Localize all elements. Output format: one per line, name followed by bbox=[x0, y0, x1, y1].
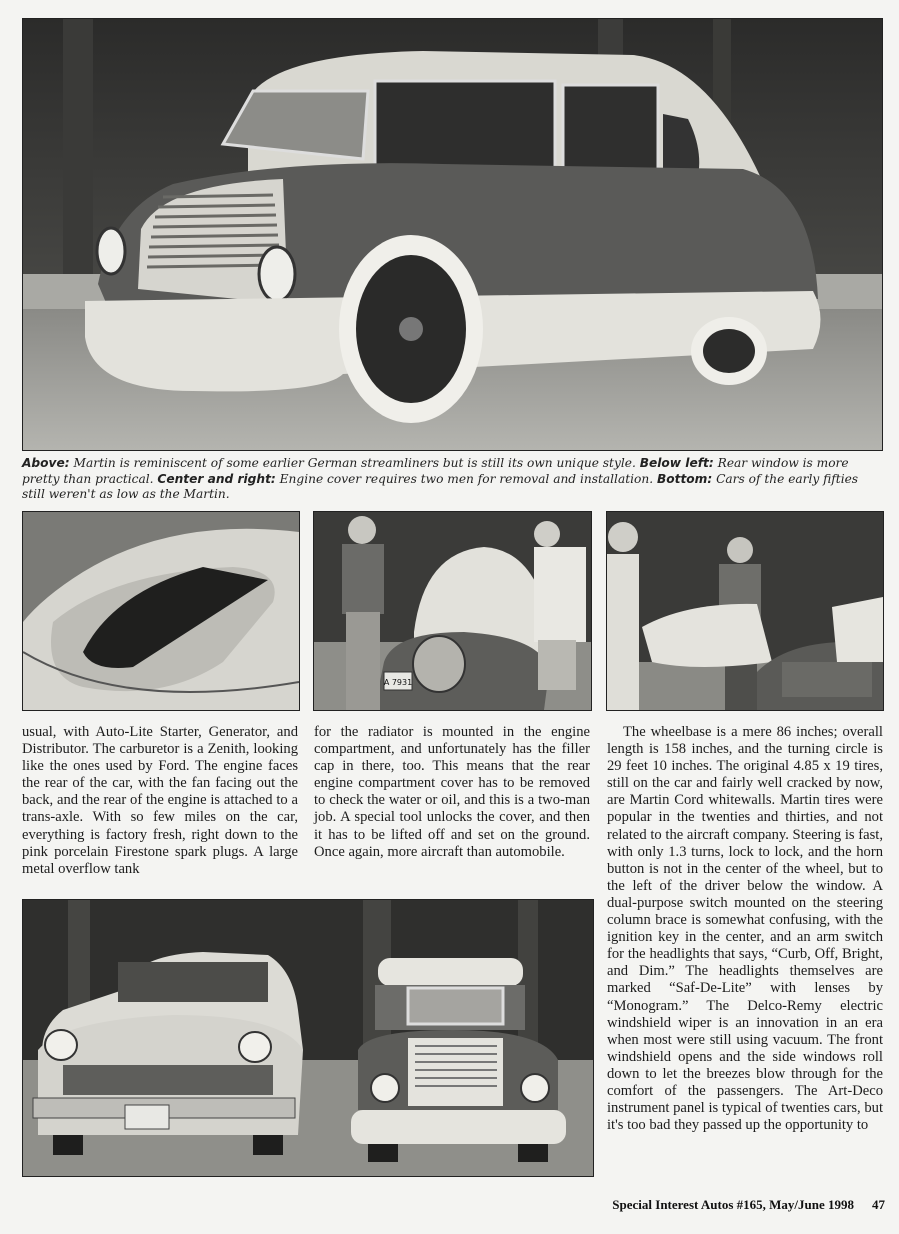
caption-label-center-right: Center and right: bbox=[157, 471, 276, 486]
photo-bottom-fifties-car bbox=[22, 899, 594, 1177]
text-column-3 bbox=[607, 724, 883, 1134]
column-2-paragraph: for the radiator is mounted in the engine compartment, and unfortunately has the filler cap in there, too. This means that the rear engine compartment cover has to be removed to check the water or oil, and this is a two-man job. A special tool unlocks the cover, and then it has to be lifted off and set on the ground. Once again, more aircraft than automobile. bbox=[314, 724, 590, 860]
caption-text-above: Martin is reminiscent of some earlier German streamliners but is still its own unique style. bbox=[69, 456, 640, 470]
column-3-paragraph: The wheelbase is a mere 86 inches; overall length is 158 inches, and the turning circle is 29 feet 10 inches. The original 4.85 x 19 tires, still on the car and fairly well cracked by now, are Martin Cord whitewalls. Martin tires were popular in the twenties and thirties, and not related to the aircraft company. Steering is fast, with only 1.3 turns, lock to lock, and the horn button is not in the center of the wheel, but to the left of the driver below the window. A dual-purpose switch mounted on the steering column brace is somewhat confusing, with the ignition key in the center, and an arm switch for the headlights that says, “Curb, Off, Bright, and Dim.” The headlights themselves are marked “Saf-De-Lite” with lenses by “Monogram.” The Delco-Remy electric windshield wiper is an innovation in an era when most were still using vacuum. The front windshield opens and the side windows roll down to let the breezes blow through for the comfort of the passengers. The Art-Deco instrument panel is typical of twenties cars, but it's too bad they passed up the opportunity to bbox=[607, 724, 883, 1134]
photo-top-martin-car bbox=[22, 18, 883, 451]
text-column-1 bbox=[22, 724, 298, 878]
photo-engine-cover-right bbox=[606, 511, 884, 711]
page-number: 47 bbox=[872, 1197, 885, 1212]
caption-text-bottom: Cars of the early fifties still weren't as low as the Martin. bbox=[22, 471, 859, 502]
column-1-paragraph: usual, with Auto-Lite Starter, Generator, and Distributor. The carburetor is a Zenith, looking like the ones used by Ford. The engine faces the rear of the car, with the fan facing out the back, and the rear of the engine is attached to a trans-axle. With so few miles on the car, everything is factory fresh, right down to the pink porcelain Firestone spark plugs. A large metal overflow tank bbox=[22, 724, 298, 877]
text-column-2 bbox=[314, 724, 590, 861]
caption-label-above: Above: bbox=[22, 456, 70, 470]
caption-text-below-left: Rear window is more pretty than practical. bbox=[22, 456, 849, 486]
photo-caption bbox=[22, 456, 882, 503]
publication-info: Special Interest Autos #165, May/June 1998 bbox=[612, 1197, 854, 1212]
caption-text-center-right: Engine cover requires two men for removal and installation. bbox=[275, 471, 657, 486]
photo-engine-cover-center bbox=[313, 511, 592, 711]
photo-rear-window bbox=[22, 511, 300, 711]
caption-label-below-left: Below left: bbox=[639, 456, 714, 470]
license-plate: A 7931 bbox=[383, 678, 413, 687]
caption-label-bottom: Bottom: bbox=[656, 471, 713, 486]
page-footer bbox=[612, 1197, 885, 1213]
